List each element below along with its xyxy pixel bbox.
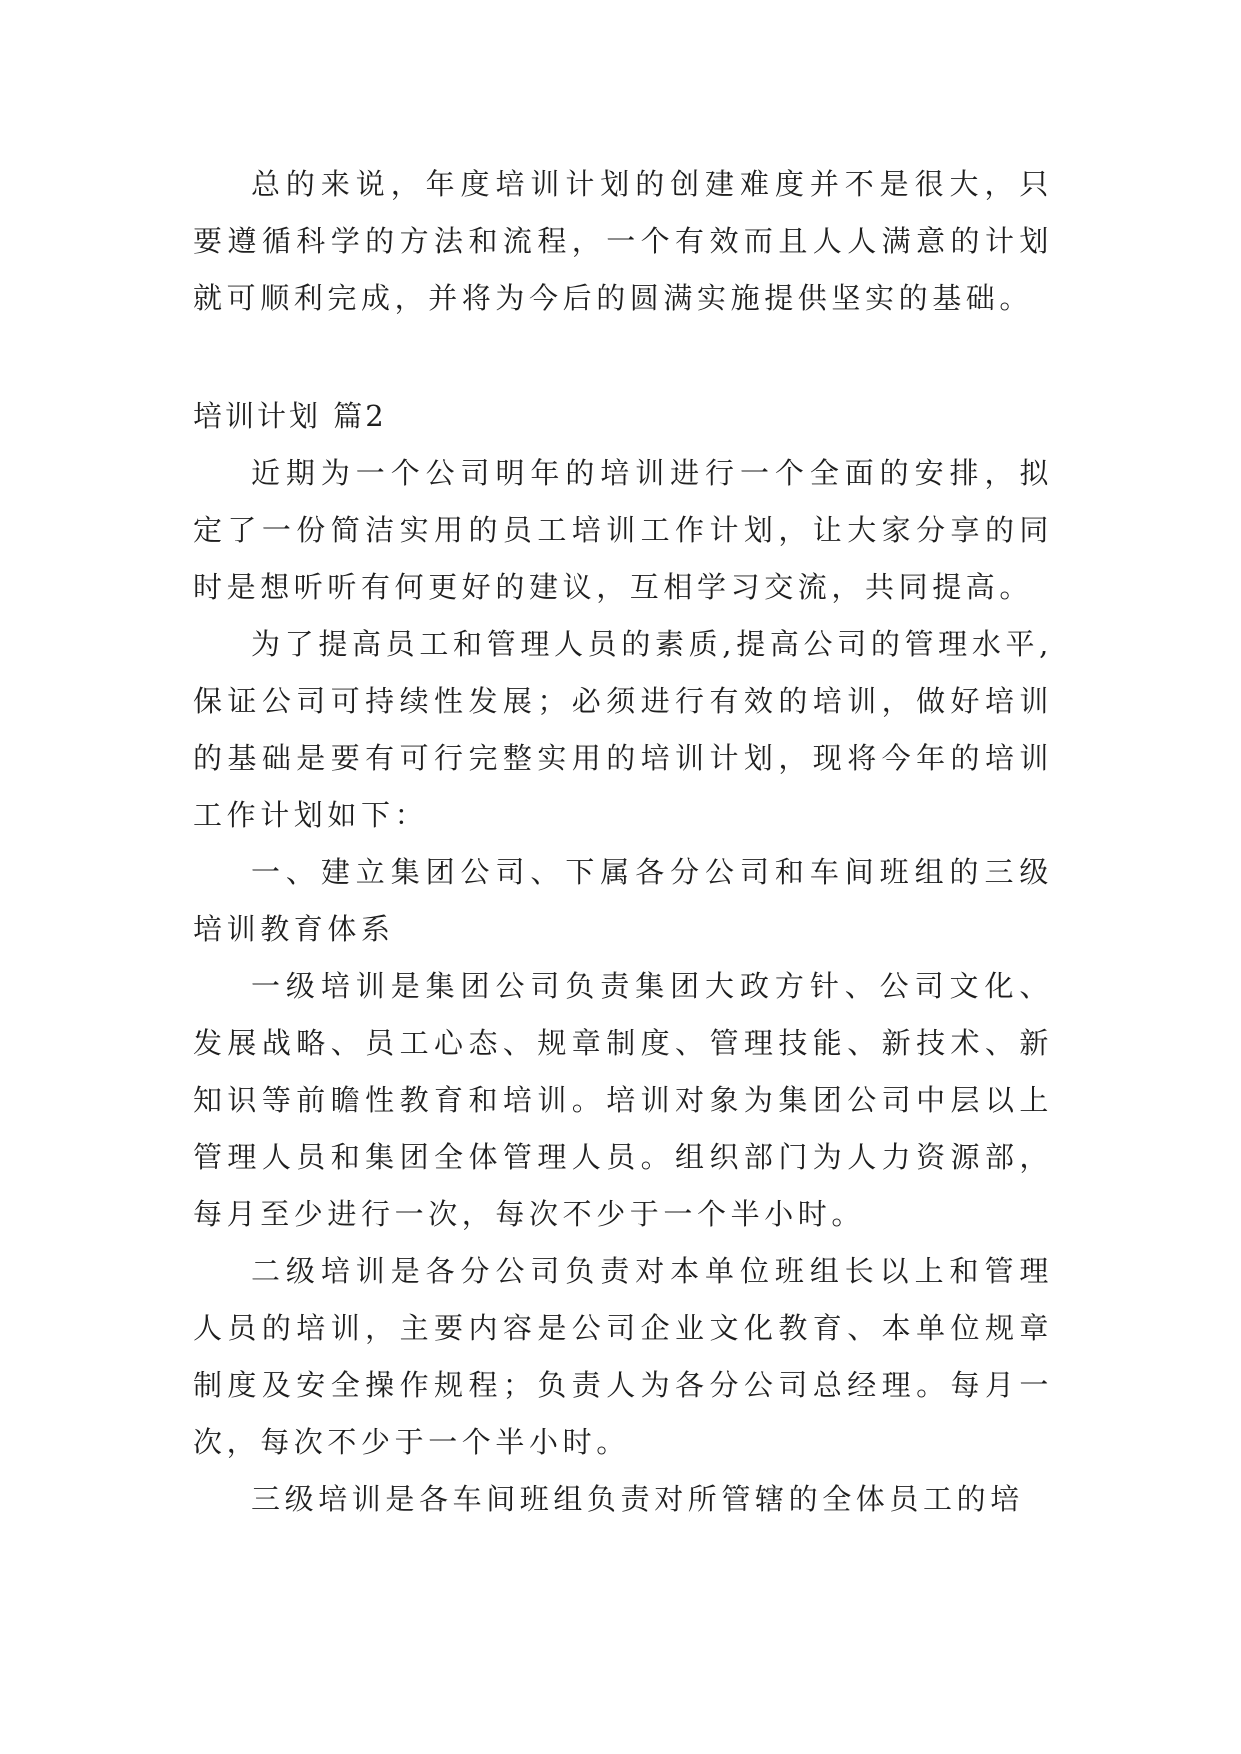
section-heading: 培训计划 篇2: [193, 399, 387, 433]
body-paragraph: 三级培训是各车间班组负责对所管辖的全体员工的培: [251, 1482, 1024, 1516]
document-body: [193, 156, 1053, 1528]
body-paragraph: 一、建立集团公司、下属各分公司和车间班组的三级培训教育体系: [193, 855, 1053, 946]
intro-paragraph: 总的来说，年度培训计划的创建难度并不是很大，只要遵循科学的方法和流程，一个有效而且人人满意的计划就可顺利完成，并将为今后的圆满实施提供坚实的基础。: [193, 167, 1053, 315]
body-paragraph: 近期为一个公司明年的培训进行一个全面的安排，拟定了一份简洁实用的员工培训工作计划，让大家分享的同时是想听听有何更好的建议，互相学习交流，共同提高。: [193, 456, 1053, 604]
body-paragraph: 为了提高员工和管理人员的素质,提高公司的管理水平,保证公司可持续性发展；必须进行有效的培训，做好培训的基础是要有可行完整实用的培训计划，现将今年的培训工作计划如下：: [193, 627, 1053, 832]
body-paragraph: 二级培训是各分公司负责对本单位班组长以上和管理人员的培训，主要内容是公司企业文化教育、本单位规章制度及安全操作规程；负责人为各分公司总经理。每月一次，每次不少于一个半小时。: [193, 1254, 1053, 1459]
body-paragraph: 一级培训是集团公司负责集团大政方针、公司文化、发展战略、员工心态、规章制度、管理技能、新技术、新知识等前瞻性教育和培训。培训对象为集团公司中层以上管理人员和集团全体管理人员。组织部门为人力资源部，每月至少进行一次，每次不少于一个半小时。: [193, 969, 1053, 1231]
